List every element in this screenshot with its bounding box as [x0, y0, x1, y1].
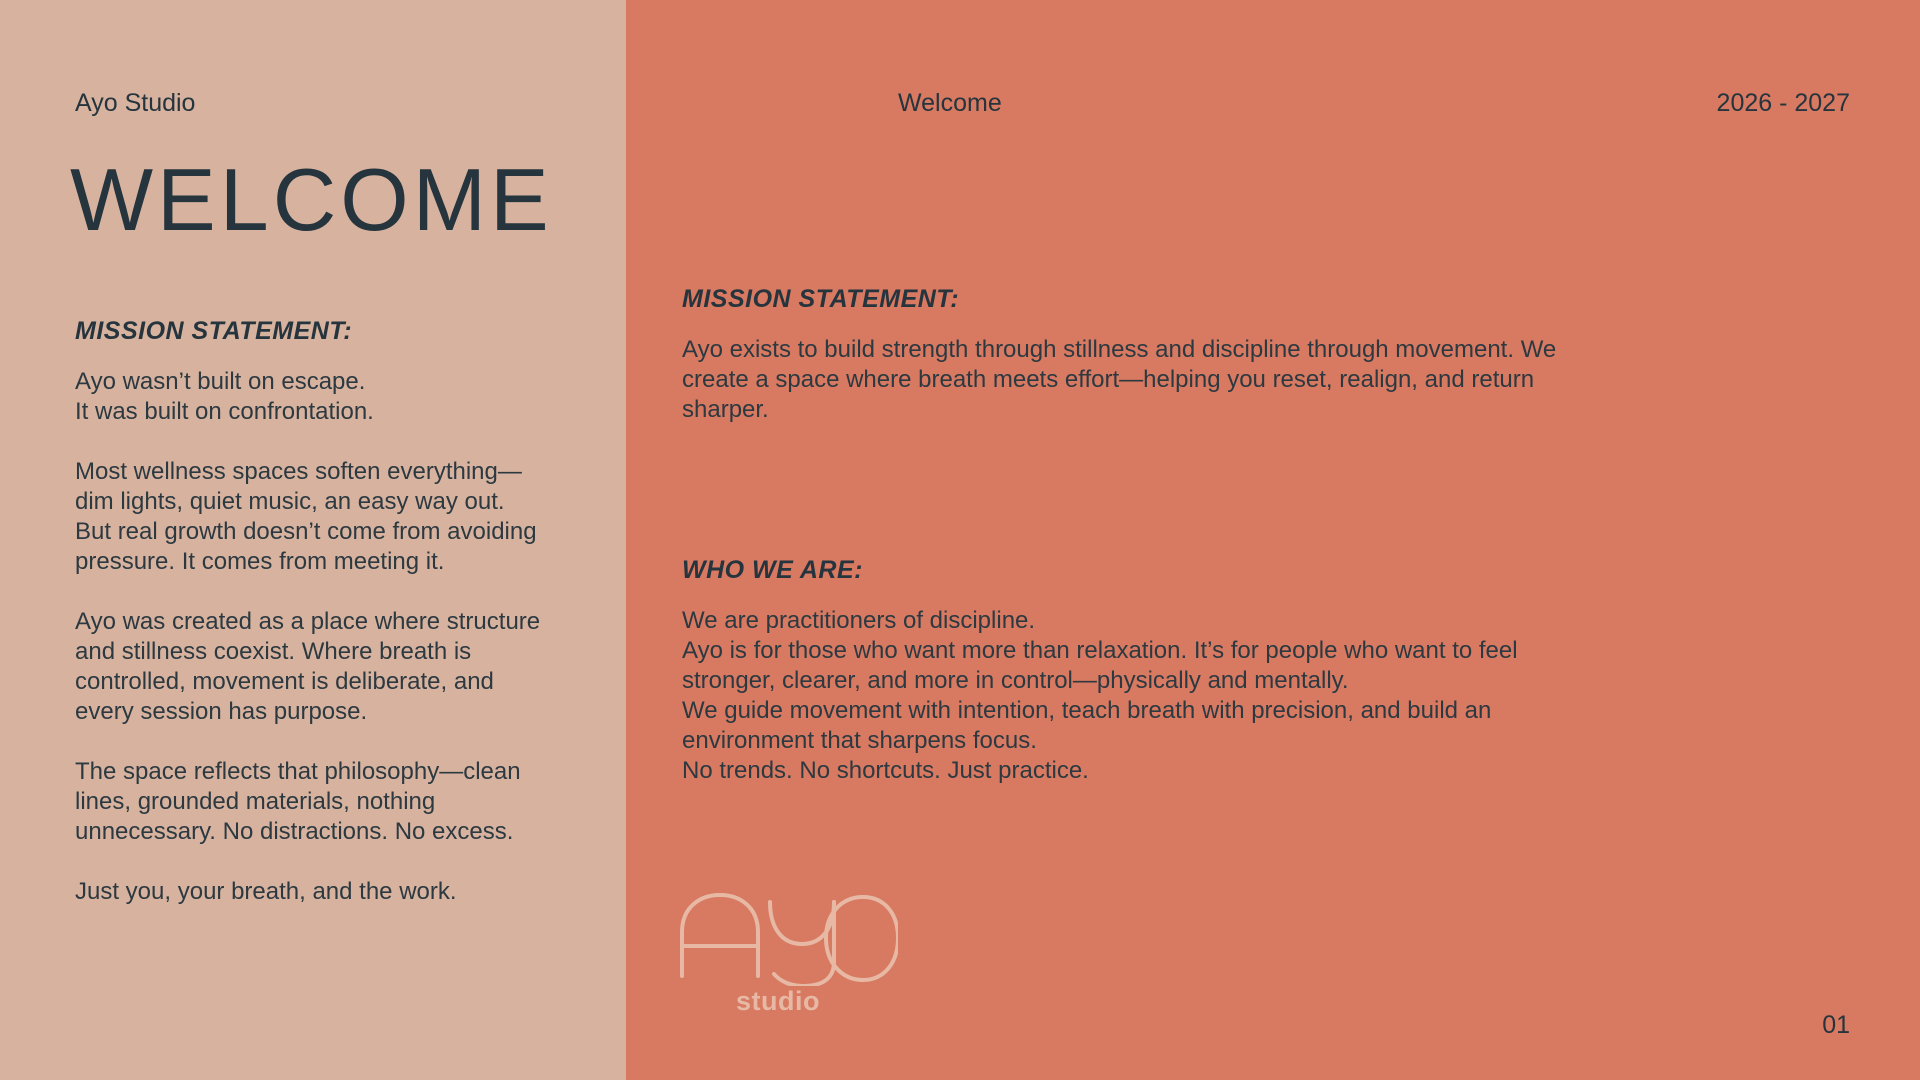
who-we-are-copy: We are practitioners of discipline. Ayo is for those who want more than relaxation. It’s for people who want to feel stronger, clearer, and more in control—physically and mentally. We guide movement with intention, teach breath with precision, and build an environment that sharpens focus. No trends. No shortcuts. Just practice.	[682, 607, 1518, 784]
who-we-are-label: WHO WE ARE:	[682, 556, 863, 584]
studio-logo-text: studio	[736, 986, 820, 1016]
year-range: 2026 - 2027	[1716, 89, 1850, 117]
mission-statement-label: MISSION STATEMENT:	[682, 285, 960, 313]
ayo-studio-logo	[678, 890, 898, 1020]
left-mission-copy: Ayo wasn’t built on escape. It was built on confrontation. Most wellness spaces soften everything—dim lights, quiet music, an easy way out. But real growth doesn’t come from avoiding pressure. It comes from meeting it. Ayo was created as a place where structure and stillness coexist. Where breath is controlled, movement is deliberate, and every session has purpose. The space reflects that philosophy—clean lines, grounded materials, nothing unnecessary. No distractions. No excess. Just you, your breath, and the work.	[75, 368, 541, 905]
brand-name: Ayo Studio	[75, 89, 196, 117]
page-number: 01	[1822, 1011, 1850, 1039]
welcome-title: WELCOME	[70, 150, 553, 249]
left-mission-label: MISSION STATEMENT:	[75, 317, 353, 345]
mission-statement-copy: Ayo exists to build strength through stillness and discipline through movement. We create a space where breath meets effort—helping you reset, realign, and return sharper.	[682, 336, 1557, 423]
ayo-logo-mark	[678, 890, 898, 986]
section-title: Welcome	[898, 89, 1002, 117]
